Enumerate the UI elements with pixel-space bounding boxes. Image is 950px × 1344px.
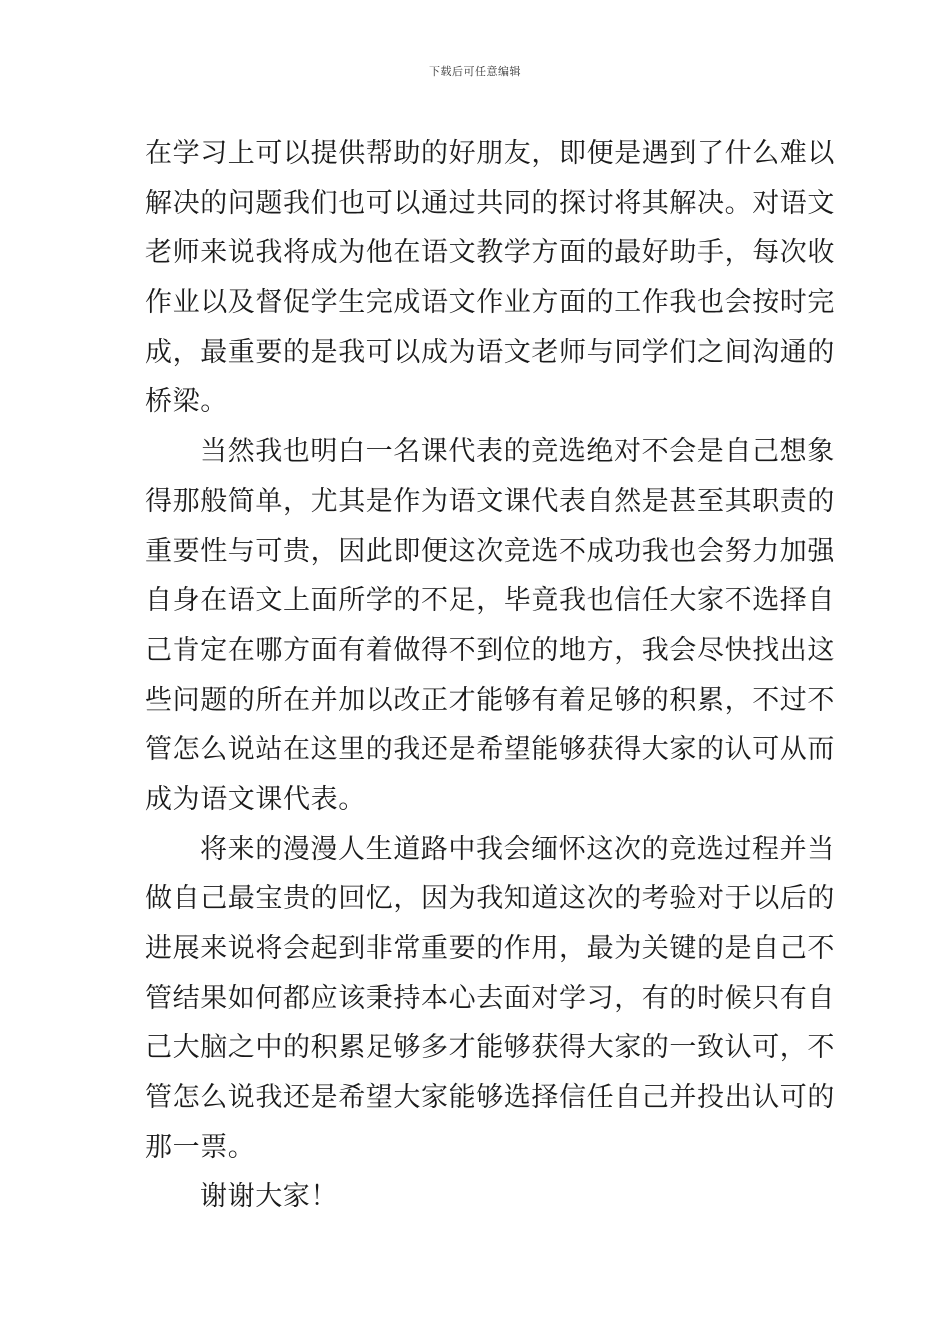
text-line: 桥梁。 [145, 386, 228, 418]
text-line: 管怎么说站在这里的我还是希望能够获得大家的认可从而 [145, 734, 835, 766]
text-line: 做自己最宝贵的回忆，因为我知道这次的考验对于以后的 [145, 883, 835, 915]
text-line: 那一票。 [145, 1131, 256, 1163]
text-line: 得那般简单，尤其是作为语文课代表自然是甚至其职责的 [145, 485, 835, 517]
text-line: 管结果如何都应该秉持本心去面对学习，有的时候只有自 [145, 982, 835, 1014]
text-line: 管怎么说我还是希望大家能够选择信任自己并投出认可的 [145, 1082, 835, 1114]
text-line: 重要性与可贵，因此即便这次竞选不成功我也会努力加强 [145, 535, 835, 567]
text-line: 些问题的所在并加以改正才能够有着足够的积累，不过不 [145, 684, 835, 716]
text-line: 成，最重要的是我可以成为语文老师与同学们之间沟通的 [145, 336, 835, 368]
page-header: 下载后可任意编辑 [429, 65, 521, 78]
text-line: 老师来说我将成为他在语文教学方面的最好助手，每次收 [145, 237, 835, 269]
text-line: 在学习上可以提供帮助的好朋友，即便是遇到了什么难以 [145, 138, 835, 169]
text-line: 谢谢大家！ [200, 1181, 338, 1213]
text-line: 自身在语文上面所学的不足，毕竟我也信任大家不选择自 [145, 585, 835, 617]
text-line: 将来的漫漫人生道路中我会缅怀这次的竞选过程并当 [200, 833, 835, 865]
text-line: 成为语文课代表。 [145, 783, 366, 815]
body-text [145, 129, 835, 1222]
text-line: 作业以及督促学生完成语文作业方面的工作我也会按时完 [145, 287, 835, 319]
text-line: 己肯定在哪方面有着做得不到位的地方，我会尽快找出这 [145, 634, 835, 666]
text-line: 解决的问题我们也可以通过共同的探讨将其解决。对语文 [145, 187, 835, 219]
text-line: 进展来说将会起到非常重要的作用，最为关键的是自己不 [145, 933, 835, 964]
text-line: 己大脑之中的积累足够多才能够获得大家的一致认可，不 [145, 1032, 835, 1064]
text-line: 当然我也明白一名课代表的竞选绝对不会是自己想象 [200, 436, 835, 468]
